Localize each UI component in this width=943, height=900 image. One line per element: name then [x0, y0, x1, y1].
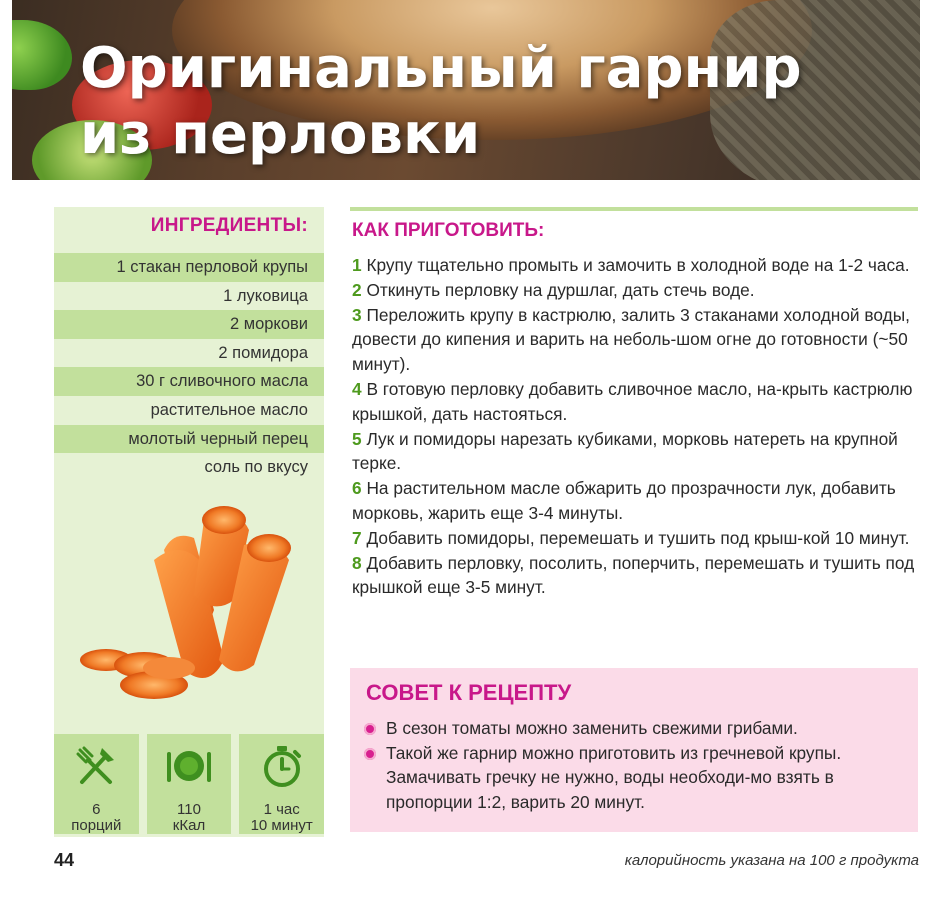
step-item: [352, 551, 918, 601]
tip-item: [364, 741, 912, 815]
carrot-image: [54, 490, 324, 730]
step-text: Лук и помидоры нарезать кубиками, морковь натереть на крупной терке.: [352, 428, 898, 474]
step-number: 4: [352, 378, 362, 399]
step-item: [352, 303, 918, 377]
step-number: 2: [352, 279, 362, 300]
green-pepper-decoration: [12, 20, 72, 90]
time-value: 1 час: [263, 801, 300, 818]
step-text: Добавить помидоры, перемешать и тушить под крыш-кой 10 минут.: [366, 527, 910, 548]
step-number: 5: [352, 428, 362, 449]
step-number: 6: [352, 478, 362, 499]
bullet-icon: [364, 748, 376, 760]
ingredient-item: 2 помидора: [218, 343, 308, 362]
page-number: 44: [54, 850, 75, 870]
stat-calories: [147, 734, 232, 834]
recipe-stats: [54, 734, 324, 834]
step-text: Крупу тщательно промыть и замочить в холодной воде на 1-2 часа.: [366, 255, 910, 275]
calories-label: кКал: [172, 817, 206, 834]
step-item: [352, 377, 918, 427]
bullet-icon: [364, 723, 376, 735]
tip-item: [364, 716, 912, 741]
ingredient-item: 1 луковица: [223, 286, 308, 305]
ingredients-heading: ИНГРЕДИЕНТЫ:: [150, 215, 308, 236]
step-text: Переложить крупу в кастрюлю, залить 3 стаканами холодной воды, довести до кипения и варить на неболь-шом огне до готовности (~50 минут).: [352, 304, 910, 375]
ingredients-list: [54, 253, 324, 482]
calories-value: 110: [177, 801, 201, 818]
step-number: 7: [352, 527, 362, 548]
stopwatch-icon: [258, 742, 306, 790]
step-text: В готовую перловку добавить сливочное масло, на-крыть кастрюлю крышкой, дать настояться.: [352, 378, 913, 424]
step-item: [352, 427, 918, 477]
step-item: [352, 253, 918, 278]
carrot-illustration: [54, 490, 324, 730]
title-line-2: из перловки: [80, 102, 481, 167]
calorie-note: калорийность указана на 100 г продукта: [624, 852, 919, 869]
servings-label: порций: [71, 817, 122, 834]
step-number: 8: [352, 552, 362, 573]
page-title: [80, 36, 802, 168]
tip-list: [364, 716, 912, 814]
step-item: [352, 526, 918, 551]
ingredient-item: соль по вкусу: [204, 458, 308, 477]
title-line-1: Оригинальный гарнир: [80, 36, 802, 101]
step-text: Откинуть перловку на дуршлаг, дать стечь воде.: [366, 279, 755, 300]
method-steps: [352, 253, 918, 600]
step-item: [352, 278, 918, 303]
stat-servings: [54, 734, 139, 834]
fork-knife-icon: [72, 742, 120, 790]
plate-icon: [165, 742, 213, 790]
tip-heading: СОВЕТ К РЕЦЕПТУ: [366, 680, 572, 705]
tip-text: Такой же гарнир можно приготовить из гречневой крупы. Замачивать гречку не нужно, воды необходи-мо взять в пропорции 1:2, варить 20 минут.: [386, 742, 842, 812]
ingredient-item: 2 моркови: [54, 310, 324, 339]
ingredient-item: молотый черный перец: [54, 425, 324, 454]
ingredient-item: 30 г сливочного масла: [54, 367, 324, 396]
step-text: Добавить перловку, посолить, поперчить, перемешать и тушить под крышкой еще 3-5 минут.: [352, 552, 915, 598]
time-label: 10 минут: [250, 817, 313, 834]
tip-text: В сезон томаты можно заменить свежими грибами.: [386, 718, 798, 738]
step-number: 3: [352, 304, 362, 325]
ingredient-item: 1 стакан перловой крупы: [54, 253, 324, 282]
step-item: [352, 476, 918, 526]
method-heading: КАК ПРИГОТОВИТЬ:: [352, 220, 545, 241]
stat-time: [239, 734, 324, 834]
servings-value: 6: [92, 801, 101, 818]
step-number: 1: [352, 255, 362, 275]
step-text: На растительном масле обжарить до прозрачности лук, добавить морковь, жарить еще 3-4 минуты.: [352, 478, 896, 523]
divider-line: [350, 207, 918, 211]
ingredient-item: растительное масло: [150, 400, 308, 419]
